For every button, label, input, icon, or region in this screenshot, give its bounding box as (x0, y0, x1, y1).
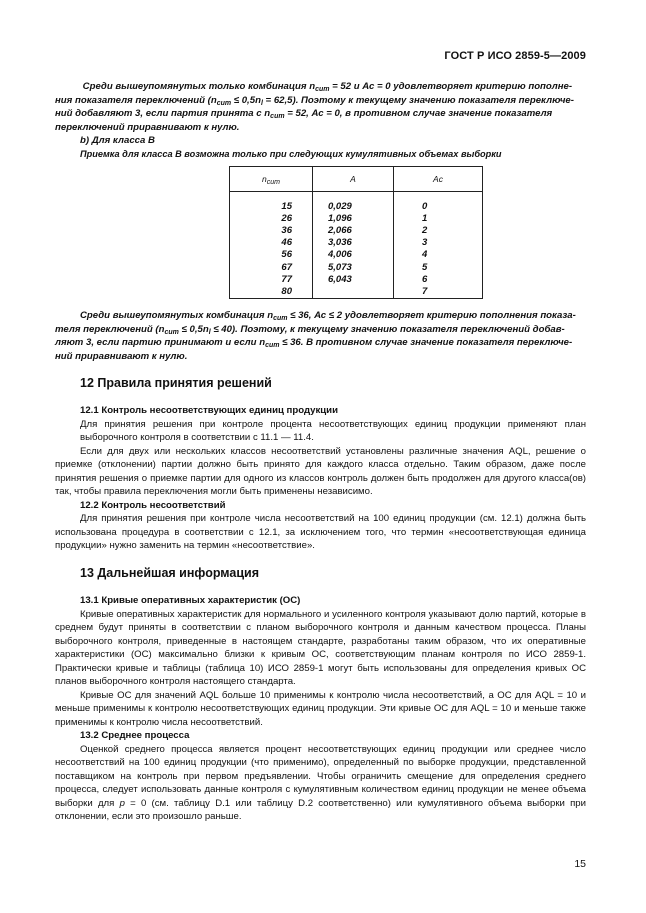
cell-a: 4,006 (313, 249, 394, 261)
symbol: n (309, 81, 316, 92)
symbol: n (267, 310, 274, 321)
subscript: cum (273, 315, 288, 322)
cell-ncum: 36 (230, 224, 313, 236)
subscript: cum (270, 113, 285, 120)
text: = 52 и Ас = 0 удовлетворяет критерию пополне- (329, 81, 573, 92)
symbol: n (158, 323, 165, 335)
text: = 52, Ас = 0, в противном случае значение показателя (284, 108, 553, 119)
symbol: n (259, 337, 266, 348)
section-13-title: 13 Дальнейшая информация (80, 566, 259, 580)
subscript: cum (265, 342, 280, 349)
cell-ac: 7 (394, 285, 483, 298)
cell-ncum: 26 (230, 212, 313, 224)
text: Для принятия решения при контроле процента несоответствующих единиц продукции применяют план выборочного контроля в соответствии с 11.1 — 11.4. (80, 418, 586, 443)
col-header-a: A (313, 167, 394, 192)
text: ≤ 36. В противном случае значение показателя переключе- (279, 337, 573, 348)
subsection-13-1-title: 13.1 Кривые оперативных характеристик (ОС) (80, 595, 301, 606)
cell-ncum: 77 (230, 273, 313, 285)
class-b-intro: Приемка для класса В возможна только при следующих кумулятивных объемах выборки (80, 149, 502, 159)
table-row (230, 224, 483, 236)
text: ний приравнивают к нулю. (55, 350, 188, 362)
subscript: cum (266, 179, 280, 186)
acceptance-table (229, 166, 483, 299)
cell-a: 2,066 (313, 224, 394, 236)
cell-a: 5,073 (313, 261, 394, 273)
cell-a: 1,096 (313, 212, 394, 224)
text: ния показателя переключений ( (55, 94, 211, 106)
subscript: cum (164, 328, 179, 336)
text: ляют 3, если партию принимают и если (55, 337, 260, 348)
symbol: n (202, 323, 209, 335)
text: = 0 (см. таблицу D.1 или таблицу D.2 соответственно) или кумулятивного объема выборки при отклонении, если это произошло раньше. (55, 797, 587, 822)
cell-a: 6,043 (313, 273, 394, 285)
class-b-title: b) Для класса В (80, 135, 155, 146)
text: ≤ 0,5 (178, 323, 203, 335)
col-header-ac: Ac (394, 167, 483, 192)
subsection-12-1-title: 12.1 Контроль несоответствующих единиц продукции (80, 405, 338, 416)
cell-ac: 4 (394, 249, 483, 261)
symbol: n (255, 94, 261, 106)
symbol: n (264, 108, 271, 119)
table-row (230, 249, 483, 261)
text: теля переключений ( (55, 323, 159, 335)
subscript: cum (315, 86, 330, 93)
text: ний добавляют 3, если партия принята с (55, 108, 265, 119)
section-13-body (55, 594, 587, 824)
table-row (230, 261, 483, 273)
cell-ncum: 67 (230, 261, 313, 273)
table-row (230, 285, 483, 298)
cell-a: 0,029 (313, 200, 394, 212)
symbol: p (119, 797, 125, 809)
document-header: ГОСТ Р ИСО 2859-5—2009 (444, 50, 586, 62)
cell-ac: 6 (394, 273, 483, 285)
subsection-12-2-title: 12.2 Контроль несоответствий (80, 499, 226, 511)
symbol: n (262, 174, 267, 184)
subscript: cum (216, 99, 232, 107)
subscript: l (260, 99, 263, 107)
subscript: l (208, 328, 211, 336)
section-12-title: 12 Правила принятия решений (80, 376, 272, 390)
cell-a: 3,036 (313, 237, 394, 249)
cell-ac: 3 (394, 237, 483, 249)
table-row (230, 212, 483, 224)
paragraph-13-1-2: Кривые ОС для значений AQL больше 10 применимы к контролю числа несоответствий, а ОС для AQL = 10 и меньше применимы к контролю несоответствующих единиц продукции. Эти кривые ОС для AQL = 10 и меньше также применимы к контролю числа несоответствий. (55, 689, 586, 728)
table-row (230, 237, 483, 249)
paragraph-12-2-1: Для принятия решения при контроле числа несоответствий на 100 единиц продукции (см. 12.1) должна быть использована процедура в соответствии с 12.1, за исключением того, что термин «несоответствующая единица продукции» нужно заменить на термин «несоответствие». (55, 513, 586, 551)
symbol: n (210, 94, 217, 106)
paragraph-13-1-1: Кривые оперативных характеристик для нормального и усиленного контроля указывают долю партий, которые в среднем будут приняты в соответствии с планом выборочного контроля и данным качеством процесса. Планы выборочного контроля, приведенные в настоящем стандарте, разработаны таким образом, что их оперативные характеристики (ОС) максимально близки к кривым ОС, соответствующим планам контроля по ИСО 2859-1. Практически кривые и таблицы (таблица 10) ИСО 2859-1 могут быть использованы для определения кривых ОС планов выборочного контроля настоящего стандарта. (55, 608, 586, 687)
cell-a (313, 285, 394, 298)
text: ≤ 40). Поэтому, к текущему значению показателя переключений добав- (210, 323, 565, 335)
section-12-body (55, 404, 586, 553)
table-row (230, 200, 483, 212)
cell-ncum: 56 (230, 249, 313, 261)
paragraph-13-2-1 (55, 743, 586, 824)
cell-ac: 2 (394, 224, 483, 236)
subsection-13-2-title: 13.2 Среднее процесса (80, 730, 190, 741)
paragraph-class-a-criterion (55, 80, 586, 134)
paragraph-12-1-1 (55, 418, 586, 445)
cell-ac: 5 (394, 261, 483, 273)
text: = 62,5). Поэтому к текущему значению показателя переключе- (262, 94, 574, 106)
table-row (230, 273, 483, 285)
cell-ac: 0 (394, 200, 483, 212)
page-number: 15 (574, 858, 586, 870)
text: Оценкой среднего процесса является процент несоответствующих единиц продукции или среднее число несоответствий на 100 единиц продукции (что применимо), определенный по выборке продукции, представленной поставщиком на контроль при первом предъявлении. Чтобы ограничить смещение для определения среднего процесса, следует использовать данные контроля с кумулятивным количеством единиц продукции не менее объема выборки для (55, 743, 586, 809)
text: Среди вышеупомянутых комбинация (80, 310, 268, 321)
cell-ncum: 80 (230, 285, 313, 298)
paragraph-class-b-criterion (55, 309, 586, 363)
text: Среди вышеупомянутых только комбинация (82, 81, 310, 92)
paragraph-12-1-2: Если для двух или нескольких классов несоответствий установлены различные значения AQL, решение о приемке (отклонении) партии должно быть принято для каждого класса отдельно. Таким образом, даже после принятия решения о приемке партии для одного из классов контроль должен быть продолжен для другого класса(ов) так, чтобы правила переключения могли быть применены независимо. (55, 445, 586, 497)
col-header-ncum (230, 167, 313, 192)
text: переключений приравнивают к нулю. (55, 121, 240, 133)
cell-ncum: 15 (230, 200, 313, 212)
cell-ncum: 46 (230, 237, 313, 249)
text: ≤ 0,5 (231, 94, 256, 106)
cell-ac: 1 (394, 212, 483, 224)
text: ≤ 36, Ас ≤ 2 удовлетворяет критерию пополнения показа- (287, 310, 576, 321)
